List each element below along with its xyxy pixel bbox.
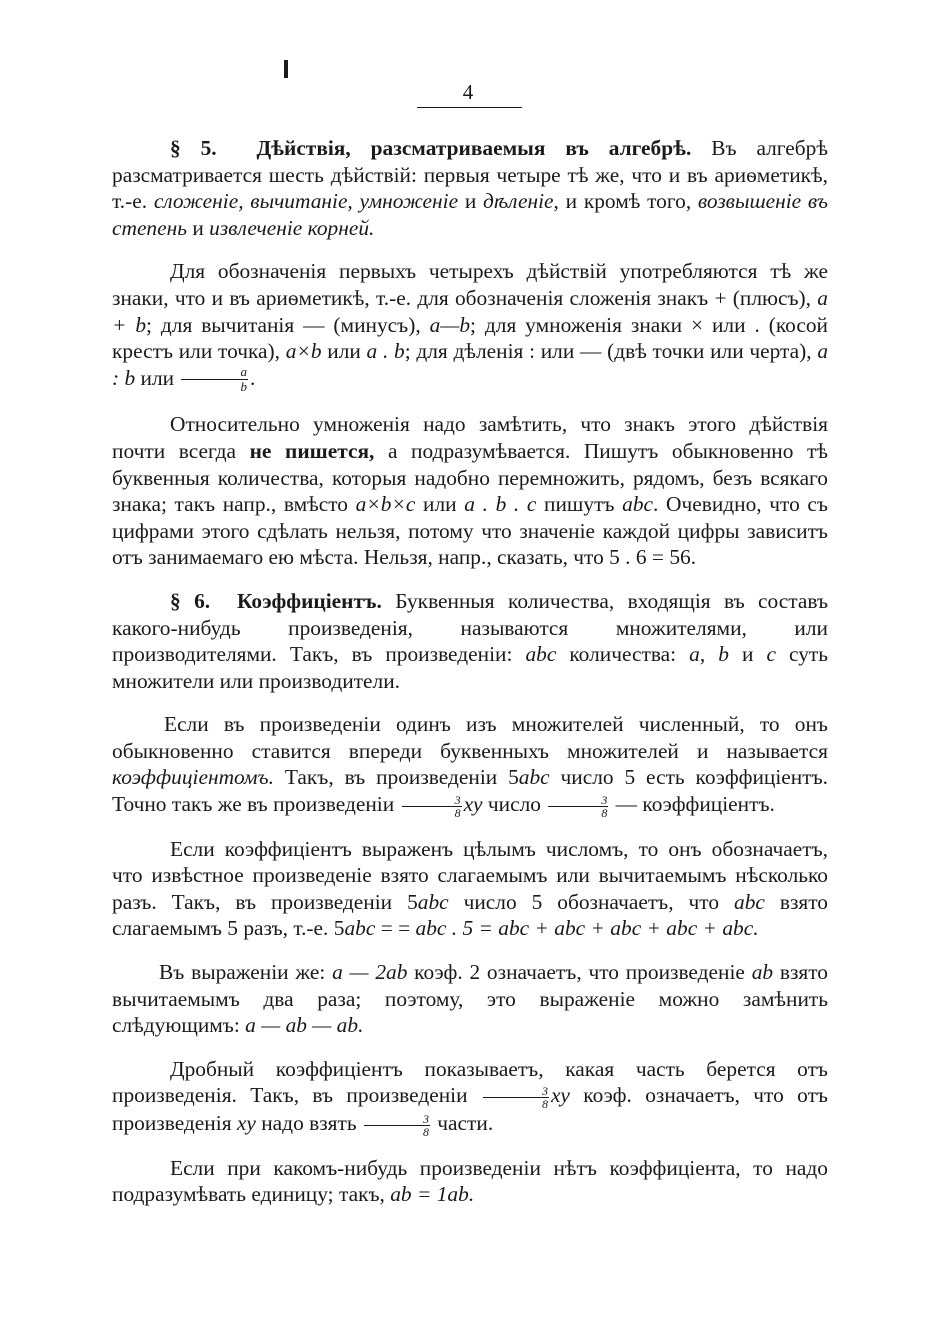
paragraph-section-5: § 5. Дѣйствія, разсматриваемыя въ алгебрѣ. Въ алгебрѣ разсматривается шесть дѣйствій: первыя четыре тѣ же, что и въ ариѳметикѣ, т.-е. сложеніе, вычитаніе, умноженіе и дѣленіе, и кромѣ того, возвышеніе въ степень и извлеченіе корней. bbox=[112, 136, 829, 240]
section-number: § 6. bbox=[170, 588, 211, 613]
page-number: 4 bbox=[462, 80, 474, 104]
emphasis-not-written: не пишется, bbox=[249, 438, 375, 463]
fraction-three-eighths: $\frac{3}{8}$ bbox=[483, 1085, 549, 1110]
fraction-three-eighths: $\frac{3}{8}$ bbox=[364, 1113, 430, 1138]
fraction-a-over-b: $\frac{a}{b}$ bbox=[181, 365, 248, 394]
margin-mark bbox=[284, 60, 288, 78]
fraction-three-eighths: $\frac{3}{8}$ bbox=[548, 794, 608, 819]
paragraph-operation-signs: Для обозначенія первыхъ четырехъ дѣйствій употребляются тѣ же знаки, что и въ ариѳметикѣ, т.-е. для обозначенія сложенія знакъ + (плюсъ), a + b; для вычитанія — (минусъ), a—b; для умноженія знаки × или . (косой крестъ или точка), a×b или a . b; для дѣленія : или — (двѣ точки или черта), a : b или $\frac{a}{b}$ . bbox=[112, 259, 829, 395]
page-body bbox=[112, 135, 828, 1225]
header-rule bbox=[417, 107, 522, 108]
paragraph-negative-coefficient: Въ выраженіи же: a — 2ab коэф. 2 означаетъ, что произведеніе ab взято вычитаемымъ два раза; поэтому, это выраженіе можно замѣнить слѣдующимъ: a — ab — ab. bbox=[112, 960, 828, 1038]
paragraph-fractional-coefficient: Дробный коэффиціентъ показываетъ, какая часть берется отъ произведенія. Такъ, въ произведеніи $\frac{3}{8}$ xy коэф. означаетъ, что отъ произведенія xy надо взять $\frac{3}{8}$ части. bbox=[112, 1056, 828, 1139]
paragraph-integer-coefficient: Если коэффиціентъ выраженъ цѣлымъ числомъ, то онъ обозначаетъ, что извѣстное произведеніе взято слагаемымъ или вычитаемымъ нѣсколько разъ. Такъ, въ произведеніи 5abc число 5 обозначаетъ, что abc взято слагаемымъ 5 разъ, т.-е. 5abc = = abc . 5 = abc + abc + abc + abc + abc. bbox=[112, 836, 828, 941]
section-number: § 5. bbox=[170, 136, 217, 160]
section-title: Коэффиціентъ. bbox=[236, 588, 382, 613]
paragraph-numeric-factor: Если въ произведеніи одинъ изъ множителей численный, то онъ обыкновенно ставится впереди буквенныхъ множителей и называется коэффиціентомъ. Такъ, въ произведеніи 5abc число 5 есть коэффиціентъ. Точно такъ же въ произведеніи $\frac{3}{8}$ xy число $\frac{3}{8}$ — коэффиціентъ. bbox=[112, 712, 828, 820]
paragraph-section-6: § 6. Коэффиціентъ. Буквенныя количества, входящія въ составъ какого-нибудь произведенія, называются множителями, или производителями. Такъ, въ произведеніи: abc количества: a, b и c суть множители или производители. bbox=[112, 588, 828, 693]
fraction-three-eighths: $\frac{3}{8}$ bbox=[402, 794, 462, 819]
section-title: Дѣйствія, разсматриваемыя въ алгебрѣ. bbox=[256, 136, 692, 160]
paragraph-implied-unit: Если при какомъ-нибудь произведеніи нѣтъ коэффиціента, то надо подразумѣвать единицу; такъ, ab = 1ab. bbox=[112, 1155, 828, 1207]
paragraph-multiplication-note: Относительно умноженія надо замѣтить, что знакъ этого дѣйствія почти всегда не пишется, а подразумѣвается. Пишутъ обыкновенно тѣ буквенныя количества, которыя надобно перемножить, рядомъ, безъ всякаго знака; такъ напр., вмѣсто a×b×c или a . b . c пишутъ abc. Очевидно, что съ цифрами этого сдѣлать нельзя, потому что значеніе каждой цифры зависитъ отъ занимаемаго ею мѣста. Нельзя, напр., сказать, что 5 . 6 = 56. bbox=[112, 412, 828, 570]
